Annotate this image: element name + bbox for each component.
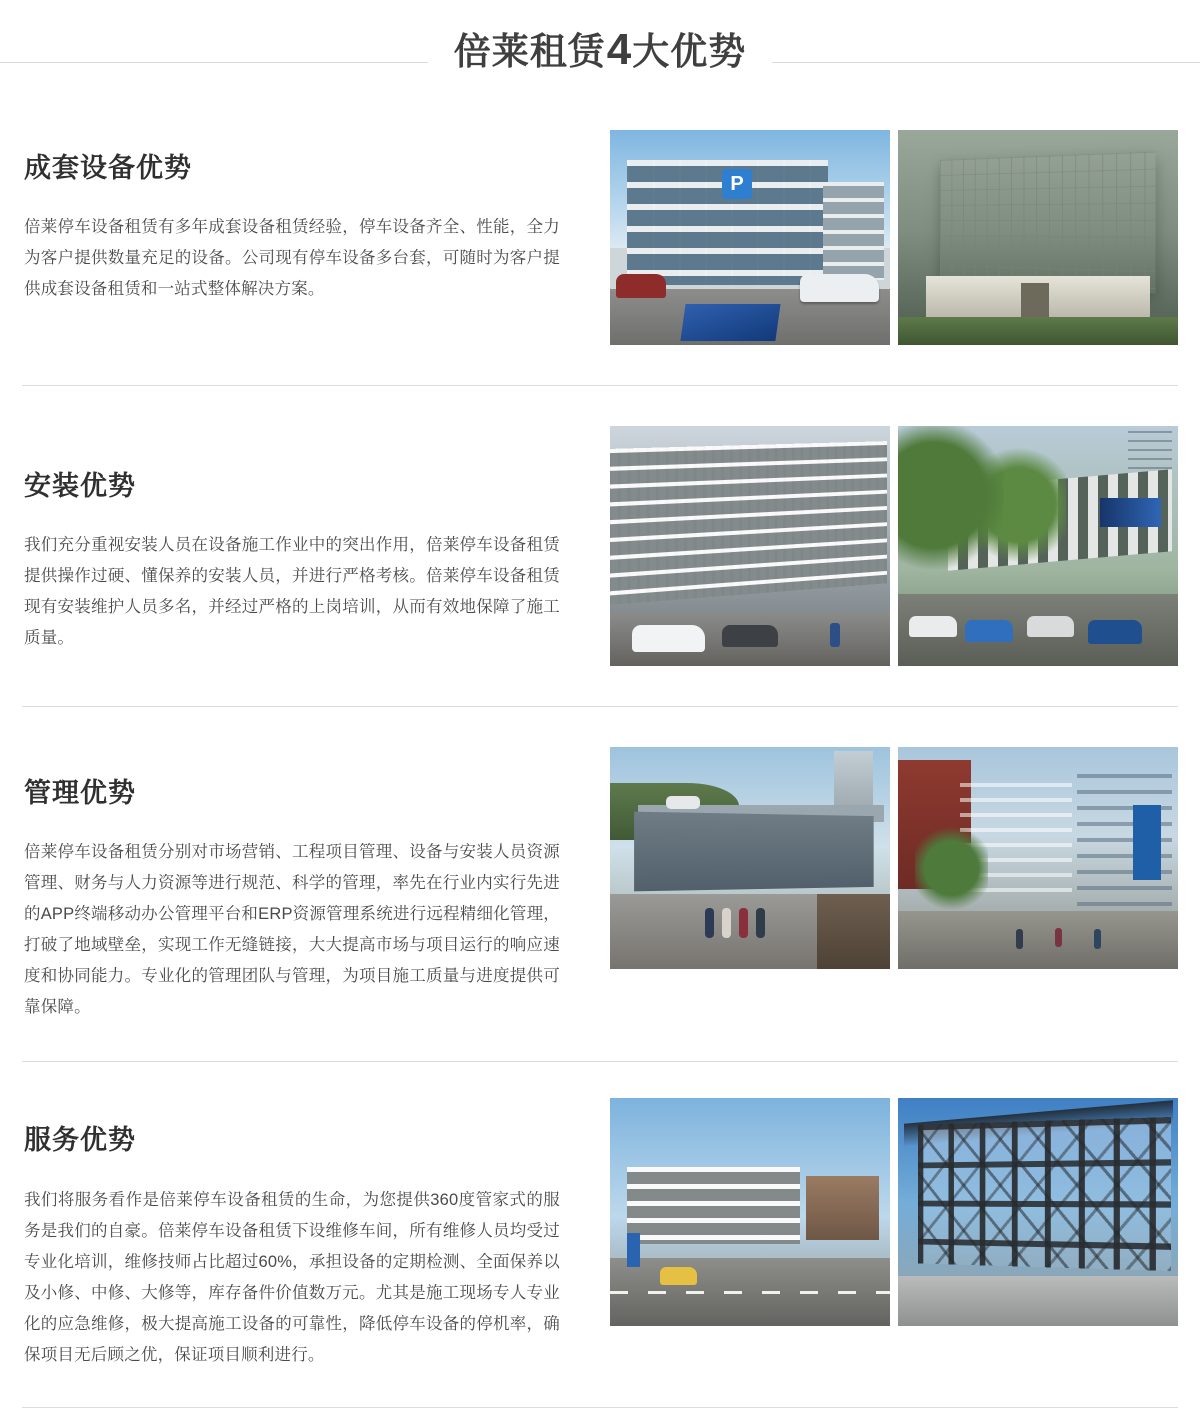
photo-glass-facade bbox=[940, 151, 1156, 293]
section-title: 管理优势 bbox=[24, 778, 136, 808]
section-body: 我们将服务看作是倍莱停车设备租赁的生命，为您提供360度管家式的服务是我们的自豪。倍莱停车设备租赁下设维修车间，所有维修人员均受过专业化培训，维修技师占比超过60%，承担设备的定期检测、全面保养以及小修、中修、大修等，库存备件价值数万元。尤其是施工现场专人专业化的应急维修，极大提高施工设备的可靠性，降低停车设备的停机率，确保项目无后顾之优，保证项目顺利进行。 bbox=[24, 1190, 560, 1364]
photo-tree bbox=[915, 822, 988, 924]
advantage-section-installation bbox=[0, 386, 1200, 706]
section-image-column bbox=[582, 1098, 1178, 1326]
photo-parking-deck bbox=[627, 1167, 801, 1245]
section-body: 倍莱停车设备租赁分别对市场营销、工程项目管理、设备与安装人员资源管理、财务与人力资源等进行规范、科学的管理，率先在行业内实行先进的APP终端移动办公管理平台和ERP资源管理系统进行远程精细化管理，打破了地域壁垒，实现工作无缝链接，大大提高市场与项目运行的响应速度和协同能力。专业化的管理团队与管理，为项目施工质量与进度提供可靠保障。 bbox=[24, 843, 560, 1017]
photo-pedestrian-2 bbox=[1055, 928, 1062, 947]
page-title bbox=[428, 21, 772, 75]
section-body: 倍莱停车设备租赁有多年成套设备租赁经验，停车设备齐全、性能，全力为客户提供数量充足的设备。公司现有停车设备多台套，可随时为客户提供成套设备租赁和一站式整体解决方案。 bbox=[24, 218, 560, 299]
parking-p-sign-icon: P bbox=[722, 169, 752, 199]
photo-pedestrian-1 bbox=[1016, 929, 1023, 949]
photo-road-sign bbox=[627, 1233, 640, 1267]
photo-roadside-parking-building bbox=[610, 1098, 890, 1326]
photo-taxi bbox=[660, 1267, 696, 1285]
photo-diagonal-braces bbox=[918, 1117, 1171, 1271]
section-image-column bbox=[582, 747, 1178, 969]
photo-tarp bbox=[680, 304, 780, 341]
photo-stone-wall bbox=[817, 894, 890, 969]
section-text-column bbox=[22, 426, 582, 654]
photo-glass-pavilion bbox=[898, 130, 1178, 345]
photo-car-white bbox=[800, 274, 878, 302]
photo-hillside-parking-deck bbox=[610, 747, 890, 969]
photo-green-campus-parking bbox=[898, 426, 1178, 666]
section-image-column bbox=[582, 426, 1178, 666]
section-text-column bbox=[22, 747, 582, 1023]
photo-lawn bbox=[898, 317, 1178, 345]
photo-billboard bbox=[1100, 498, 1162, 527]
section-text-column bbox=[22, 1098, 582, 1370]
photo-car-red bbox=[616, 274, 666, 298]
photo-car-1 bbox=[909, 616, 957, 638]
advantage-section-management bbox=[0, 707, 1200, 1061]
photo-pedestrian-3 bbox=[1094, 929, 1101, 949]
section-body: 我们充分重视安装人员在设备施工作业中的突出作用，倍莱停车设备租赁提供操作过硬、懂保养的安装人员，并进行严格考核。倍莱停车设备租赁现有安装维护人员多名，并经过严格的上岗培训，从而有效地保障了施工质量。 bbox=[24, 536, 560, 648]
photo-car-2 bbox=[965, 620, 1013, 642]
photo-car-4 bbox=[1088, 620, 1141, 644]
photo-pedestrian-2 bbox=[722, 908, 731, 938]
photo-pavement bbox=[898, 1276, 1178, 1326]
photo-lane-markings bbox=[610, 1291, 890, 1294]
photo-car-dark bbox=[722, 625, 778, 647]
photo-perforated-facade bbox=[610, 441, 888, 605]
photo-commercial-block-rendering bbox=[898, 747, 1178, 969]
photo-deck-facade bbox=[634, 811, 874, 891]
photo-parking-structure bbox=[610, 130, 890, 345]
page-title-number: 4 bbox=[606, 25, 632, 74]
photo-pedestrian-4 bbox=[756, 908, 765, 938]
page-title-prefix: 倍莱租赁 bbox=[453, 31, 606, 72]
section-title: 服务优势 bbox=[24, 1125, 136, 1156]
photo-perforated-facade-garage bbox=[610, 426, 890, 666]
photo-side-building bbox=[823, 182, 885, 281]
page-header bbox=[0, 0, 1200, 96]
photo-tree-left bbox=[898, 426, 1004, 599]
photo-car-white bbox=[632, 625, 705, 651]
section-title: 安装优势 bbox=[24, 471, 136, 501]
photo-person bbox=[830, 623, 840, 647]
photo-pedestrian-1 bbox=[705, 908, 714, 938]
photo-adjacent-building bbox=[806, 1176, 879, 1240]
photo-vertical-signboard bbox=[1133, 805, 1161, 880]
section-image-column bbox=[582, 130, 1178, 345]
photo-steel-frame-structure bbox=[898, 1098, 1178, 1326]
section-title: 成套设备优势 bbox=[24, 153, 192, 183]
section-text-column bbox=[22, 130, 582, 305]
photo-pedestrian-3 bbox=[739, 908, 748, 938]
photo-entrance bbox=[1021, 283, 1049, 320]
photo-car-on-roof bbox=[666, 796, 700, 809]
advantage-section-service bbox=[0, 1062, 1200, 1406]
page-title-suffix: 大优势 bbox=[632, 31, 747, 72]
photo-car-3 bbox=[1027, 616, 1075, 638]
advantage-section-complete-equipment bbox=[0, 96, 1200, 385]
